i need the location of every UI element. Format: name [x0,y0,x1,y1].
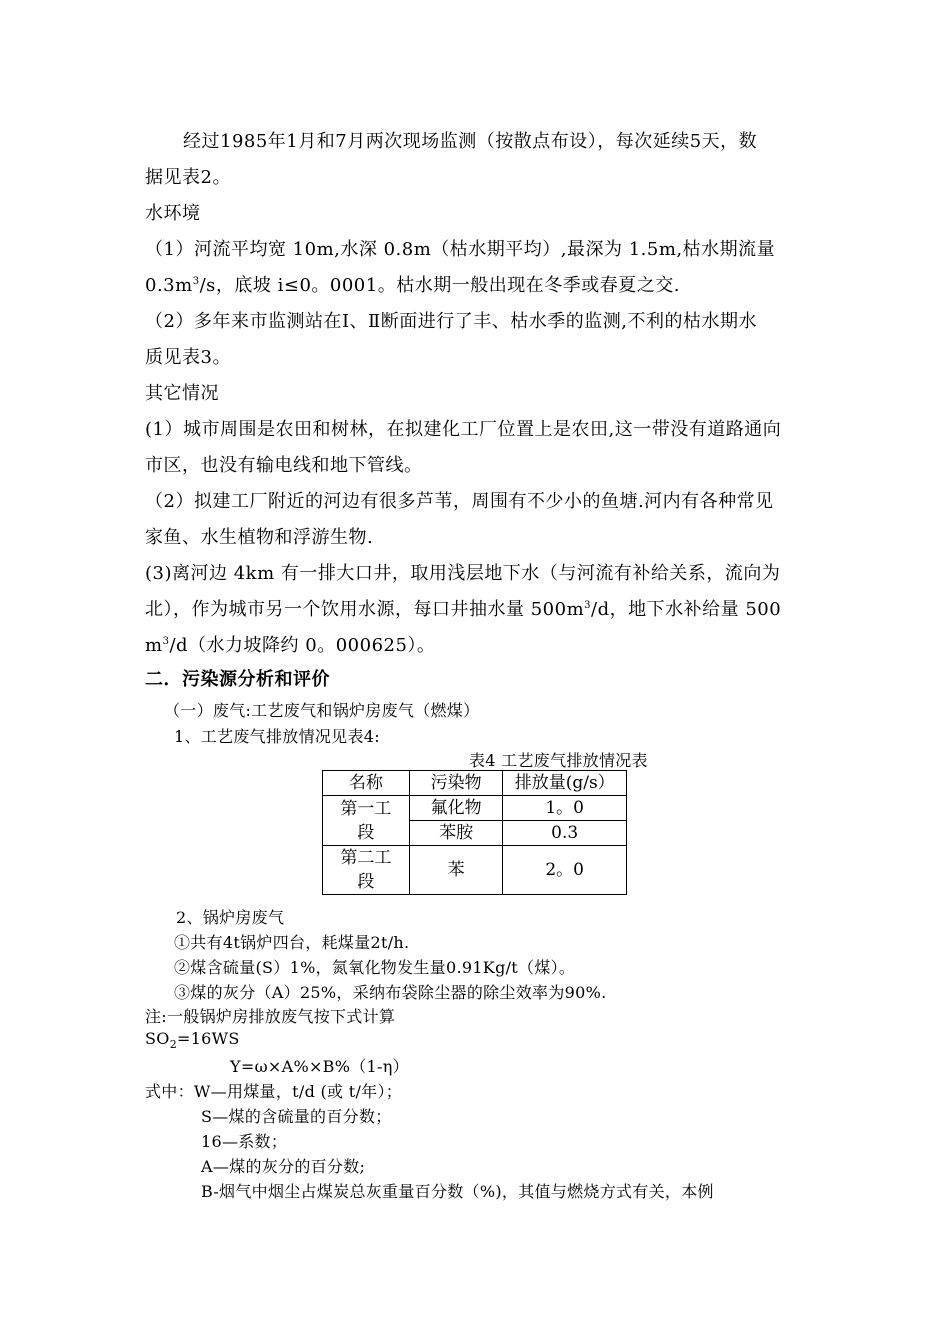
table-header-name: 名称 [323,771,410,796]
paragraph-monitoring-line2: 据见表2。 [145,167,231,188]
table-row [323,796,627,821]
other-item3-line3: $m^3/d$（水力坡降约 0。000625）。 [145,635,436,656]
other-item2-line2: 家鱼、水生植物和浮游生物. [145,527,374,548]
table-cell-pollutant: 苯 [409,846,503,895]
heading-water-environment: 水环境 [145,203,201,224]
table-cell-amount: 0.3 [503,821,627,846]
boiler-condition-1: ①共有4t锅炉四台，耗煤量2t/h. [174,933,410,952]
water-item2-line1: （2）多年来市监测站在Ⅰ、Ⅱ断面进行了丰、枯水季的监测,不利的枯水期水 [145,311,758,332]
definition-s: S—煤的含硫量的百分数； [201,1107,392,1126]
table-cell-amount: 1。0 [503,796,627,821]
other-item3-line1: (3)离河边 4km 有一排大口井，取用浅层地下水（与河流有补给关系，流向为 [145,563,781,584]
table-cell-pollutant: 苯胺 [409,821,503,846]
table-header-amount: 排放量(g/s） [503,771,627,796]
definition-b: B-烟气中烟尘占煤炭总灰重量百分数（%)，其值与燃烧方式有关，本例 [201,1182,714,1201]
boiler-condition-3: ③煤的灰分（A）25%，采纳布袋除尘器的除尘效率为90%. [174,983,607,1002]
boiler-condition-2: ②煤含硫量(S）1%，氮氧化物发生量0.91Kg/t（煤）。 [174,958,576,977]
water-item1-line2: $0.3m^3/s$，底坡 i≤0。0001。枯水期一般出现在冬季或春夏之交. [145,275,680,296]
heading-other-situation: 其它情况 [145,383,219,404]
definition-16: 16—系数； [201,1132,288,1151]
other-item1-line2: 市区，也没有输电线和地下管线。 [145,455,423,476]
table-cell-pollutant: 氟化物 [409,796,503,821]
formula-where: 式中：W—用煤量，t/d (或 t/年）； [145,1082,403,1101]
table-cell-stage2: 第二工段 [323,846,410,895]
water-item1-line1: （1）河流平均宽 10m,水深 0.8m（枯水期平均）,最深为 1.5m,枯水期流量 [145,239,776,260]
table-caption: 表4 工艺废气排放情况表 [469,751,648,770]
table-cell-amount: 2。0 [503,846,627,895]
formula-note: 注:一般锅炉房排放废气按下式计算 [145,1007,396,1026]
formula-so2: $SO_2=16WS$ [145,1029,240,1052]
table-header-row [323,771,627,796]
table-cell-stage1: 第一工段 [323,796,410,846]
heading-pollution-source: 二．污染源分析和评价 [145,669,330,690]
formula-y: Y=ω×A%×B%（1-η） [230,1057,409,1076]
definition-a: A—煤的灰分的百分数; [201,1157,366,1176]
process-exhaust-table [322,770,627,895]
item-boiler-exhaust: 2、锅炉房废气 [176,908,285,927]
water-item2-line2: 质见表3。 [145,347,231,368]
item-process-exhaust: 1、工艺废气排放情况见表4: [174,727,380,746]
table-row [323,846,627,895]
other-item2-line1: （2）拟建工厂附近的河边有很多芦苇，周围有不少小的鱼塘.河内有各种常见 [145,491,774,512]
paragraph-monitoring-line1: 经过1985年1月和7月两次现场监测（按散点布设），每次延续5天，数 [183,131,758,152]
other-item3-line2: 北），作为城市另一个饮用水源，每口井抽水量 $500m^3/d$，地下水补给量 500 [145,599,782,620]
other-item1-line1: (1）城市周围是农田和树林，在拟建化工厂位置上是农田,这一带没有道路通向 [145,419,782,440]
table-header-pollutant: 污染物 [409,771,503,796]
subheading-exhaust-gas: （一）废气:工艺废气和锅炉房废气（燃煤） [164,701,480,720]
